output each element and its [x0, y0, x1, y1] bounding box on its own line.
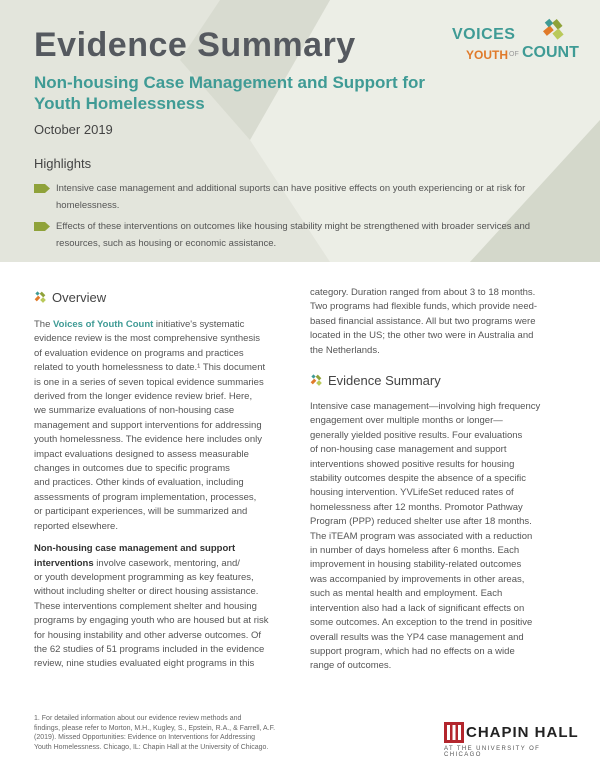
overview-paragraph-2: Non-housing case management and support interventions involve casework, mentoring, and/ or youth development programming as key features, without including shelter or direct housing assistance. These interventions complement shelter and housing programs by engaging youth who are housed but at risk for housing instability and other adverse outcomes. Of the 62 studies of 51 programs included in the evidence review, nine studies evaluated eight programs in this — [34, 543, 269, 670]
overview-heading-label: Overview — [52, 290, 107, 305]
highlight-text: Intensive case management and additional suports can have positive effects on youth experiencing or at risk for homelessness. — [56, 183, 526, 211]
logo-word-youth: YOUTH — [466, 48, 508, 62]
highlights-heading: Highlights — [34, 156, 92, 171]
section-mark-icon — [34, 291, 47, 304]
arrow-bullet-icon — [34, 222, 50, 231]
voices-of-youth-count-logo — [452, 18, 587, 70]
header-band — [0, 0, 600, 262]
highlight-item — [34, 218, 564, 252]
chapin-hall-subtitle: AT THE UNIVERSITY OF CHICAGO — [444, 746, 541, 758]
chapin-hall-logo — [440, 722, 580, 758]
footnote: 1. For detailed information about our evidence review methods and findings, please refer to Morton, M.H., Kugley, S., Epstein, R.A., & Farrell, A.F. (2019). Missed Opportunities: Evidence on Interventions for Addressing Youth Homelessness. Chicago, IL: Chapin Hall at the University of Chicago. — [34, 715, 276, 751]
logo-mark-icon — [542, 18, 566, 42]
highlight-item — [34, 180, 564, 214]
chapin-hall-building-icon — [444, 722, 464, 743]
logo-word-count: COUNT — [522, 44, 579, 61]
evidence-summary-heading — [310, 373, 441, 388]
section-mark-icon — [310, 374, 323, 387]
evidence-summary-heading-label: Evidence Summary — [328, 373, 441, 388]
highlight-text: Effects of these interventions on outcomes like housing stability might be strengthened with broader services and resources, such as housing or economic assistance. — [56, 221, 531, 249]
continued-paragraph: category. Duration ranged from about 3 to 18 months. Two programs had flexible funds, which provide need- based financial assistance. All but two programs were located in the US; the other two were in Australia and the Netherlands. — [310, 287, 538, 356]
chapin-hall-name: CHAPIN HALL — [466, 724, 579, 741]
overview-column — [34, 318, 296, 672]
publication-date: October 2019 — [34, 122, 113, 137]
page-subtitle: Non-housing Case Management and Support for Youth Homelessness — [34, 73, 426, 113]
arrow-bullet-icon — [34, 184, 50, 193]
voices-of-youth-count-link[interactable]: Voices of Youth Count — [53, 319, 154, 330]
overview-heading — [34, 290, 106, 305]
page-title: Evidence Summary — [34, 26, 356, 64]
overview-paragraph-1: The Voices of Youth Count initiative's systematic evidence review is the most comprehensive synthesis of evaluation evidence on programs and practices related to youth homelessness to date.¹ This document is one in a series of seven topical evidence summaries derived from the longer evidence review brief. Here, we summarize evaluations of non-housing case management and support interventions for addressing youth homelessness. The evidence here includes only impact evaluations designed to assess measurable changes in outcomes due to specific programs and practices. Other kinds of evaluation, including assessments of program implementation, processes, or participant experiences, will be summarized and reported elsewhere. — [34, 319, 266, 532]
evidence-summary-paragraph: Intensive case management—involving high frequency engagement over multiple months or longer— generally yielded positive results. Four evaluations of non-housing case management and support interventions showed positive results for housing stability outcomes despite the absence of a specific housing intervention. YVLifeSet reduced rates of homelessness after 12 months. Promotor Pathway Program (PPP) reduced shelter use after 18 months. The iTEAM program was associated with a reduction in number of days homeless after 6 months. Each improvement in housing stability-related outcomes was accompanied by improvements in other areas, such as mental health and employment. Each intervention also had a lack of significant effects on some outcomes. An exception to the trend in positive overall results was the YP4 case management and support program, which had no effects on a wide range of outcomes. — [310, 401, 541, 672]
logo-word-of: OF — [509, 51, 519, 58]
logo-word-voices: VOICES — [452, 26, 516, 43]
